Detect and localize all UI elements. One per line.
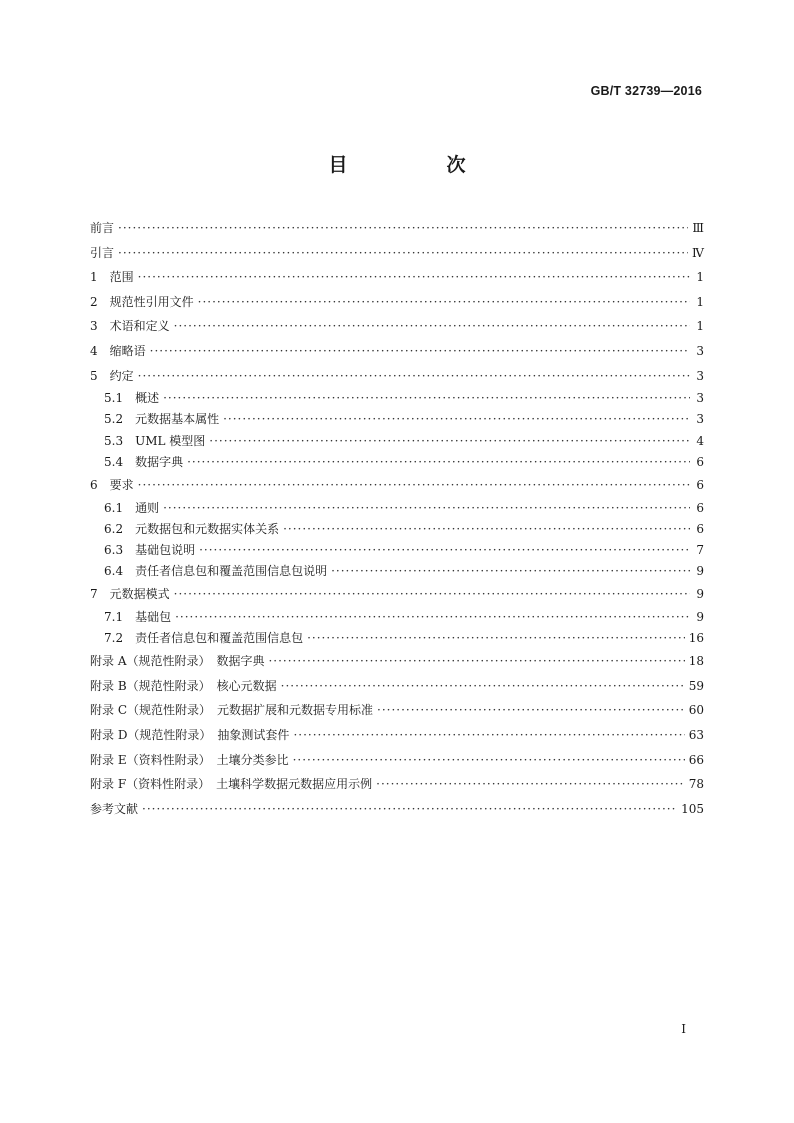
toc-entry-title	[90, 265, 134, 290]
toc-entry-title	[90, 797, 138, 822]
toc-entry[interactable]	[90, 452, 704, 473]
toc-entry[interactable]	[90, 364, 704, 389]
toc-entry-title	[90, 698, 373, 723]
toc-entry-page: 1	[696, 294, 704, 309]
toc-entry[interactable]	[90, 607, 704, 628]
dot-leader	[377, 698, 685, 723]
toc-entry-label: 责任者信息包和覆盖范围信息包	[135, 631, 304, 646]
toc-entry-title	[90, 339, 146, 364]
toc-entry-page: 7	[696, 542, 704, 557]
dot-leader	[174, 314, 690, 339]
toc-entry-page: 18	[688, 654, 704, 669]
toc-entry-label: 附录 C（规范性附录） 元数据扩展和元数据专用标准	[90, 703, 373, 718]
toc-entry-title	[90, 409, 219, 430]
toc-entry-page: 9	[696, 609, 704, 624]
toc-entry[interactable]	[90, 216, 704, 241]
toc-entry-title	[90, 314, 170, 339]
toc-entry-number: 5.1	[104, 391, 124, 406]
dot-leader	[142, 797, 677, 822]
toc-entry[interactable]	[90, 265, 704, 290]
toc-entry[interactable]	[90, 561, 704, 582]
toc-entry-number: 2	[90, 294, 98, 309]
toc-entry-label: 范围	[109, 270, 134, 285]
dot-leader	[283, 519, 690, 540]
toc-entry[interactable]	[90, 290, 704, 315]
dot-leader	[199, 540, 690, 561]
toc-entry[interactable]	[90, 498, 704, 519]
toc-entry-page: 3	[696, 412, 704, 427]
toc-entry-page: Ⅲ	[692, 221, 704, 235]
toc-entry-title	[90, 388, 159, 409]
toc-entry-label: 元数据模式	[109, 587, 170, 602]
toc-entry-title	[90, 519, 279, 540]
page-title: 目 次	[328, 154, 506, 176]
toc-entry-page: 16	[688, 631, 704, 646]
toc-entry[interactable]	[90, 314, 704, 339]
toc-entry[interactable]	[90, 540, 704, 561]
toc-entry-page: 78	[688, 777, 704, 792]
toc-entry-label: UML 模型图	[135, 433, 206, 448]
toc-entry-number: 5.3	[104, 433, 124, 448]
toc-entry-number: 6.4	[104, 564, 124, 579]
toc-entry[interactable]	[90, 674, 704, 699]
toc-entry[interactable]	[90, 409, 704, 430]
toc-entry-label: 附录 B（规范性附录） 核心元数据	[90, 678, 277, 693]
toc-entry-title	[90, 748, 289, 773]
toc-entry-page: 9	[696, 587, 704, 602]
dot-leader	[293, 748, 685, 773]
toc-entry-page: 66	[688, 752, 704, 767]
toc-entry-label: 数据字典	[135, 454, 184, 469]
toc-entry-label: 前言	[90, 221, 115, 235]
toc-entry-number: 1	[90, 270, 98, 285]
dot-leader	[163, 498, 690, 519]
dot-leader	[293, 723, 684, 748]
dot-leader	[223, 409, 690, 430]
toc-entry[interactable]	[90, 388, 704, 409]
toc-entry-title	[90, 431, 205, 452]
toc-entry[interactable]	[90, 628, 704, 649]
toc-entry-number: 7	[90, 587, 98, 602]
toc-entry-label: 通则	[135, 500, 160, 515]
toc-entry-page: 105	[681, 801, 704, 816]
toc-entry-number: 7.2	[104, 631, 124, 646]
dot-leader	[187, 452, 690, 473]
toc-entry-label: 基础包说明	[135, 542, 196, 557]
toc-entry-title	[90, 216, 114, 241]
dot-leader	[331, 561, 690, 582]
dot-leader	[281, 674, 685, 699]
toc-entry-number: 7.1	[104, 609, 124, 624]
toc-entry[interactable]	[90, 241, 704, 266]
toc-entry[interactable]	[90, 698, 704, 723]
toc-entry-label: 附录 D（规范性附录） 抽象测试套件	[90, 728, 290, 742]
dot-leader	[209, 431, 690, 452]
toc-entry-label: 缩略语	[109, 343, 146, 358]
toc-entry-title	[90, 772, 372, 797]
toc-entry[interactable]	[90, 797, 704, 822]
toc-entry-number: 6.2	[104, 521, 124, 536]
toc-entry-label: 参考文献	[90, 801, 139, 816]
toc-entry-page: 3	[696, 343, 704, 358]
toc-entry-page: 4	[696, 433, 704, 448]
toc-entry-title	[90, 290, 194, 315]
toc-entry-page: 3	[696, 368, 704, 383]
toc-entry-label: 附录 A（规范性附录） 数据字典	[90, 654, 265, 669]
toc-entry-page: 9	[696, 564, 704, 579]
toc-entry-title	[90, 540, 195, 561]
toc-entry-label: 附录 E（资料性附录） 土壤分类参比	[90, 752, 289, 767]
toc-entry-page: 59	[688, 678, 704, 693]
dot-leader	[118, 241, 688, 266]
toc-entry-label: 附录 F（资料性附录） 土壤科学数据元数据应用示例	[90, 777, 373, 792]
toc-entry-title	[90, 473, 134, 498]
toc-entry-page: 60	[688, 703, 704, 718]
toc-entry-page: 6	[696, 521, 704, 536]
toc-entry[interactable]	[90, 772, 704, 797]
dot-leader	[138, 265, 690, 290]
toc-entry-page: 3	[696, 391, 704, 406]
toc-entry-page: 6	[696, 477, 704, 492]
dot-leader	[150, 339, 690, 364]
dot-leader	[175, 607, 690, 628]
toc-entry-number: 6.3	[104, 542, 124, 557]
toc-entry-page: 6	[696, 454, 704, 469]
toc-entry-page: 1	[696, 319, 704, 334]
toc-entry-title	[90, 723, 289, 748]
toc-entry-title	[90, 674, 277, 699]
toc-entry[interactable]	[90, 339, 704, 364]
toc-entry-label: 规范性引用文件	[109, 294, 194, 309]
toc-entry-page: 63	[688, 728, 704, 742]
toc-entry-number: 5.4	[104, 454, 124, 469]
toc-entry[interactable]	[90, 519, 704, 540]
toc-entry-label: 元数据包和元数据实体关系	[135, 521, 280, 536]
toc-entry-label: 约定	[109, 368, 134, 383]
toc-entry-number: 5	[90, 368, 98, 383]
toc-entry-page: Ⅳ	[692, 245, 704, 260]
dot-leader	[138, 473, 690, 498]
toc-entry-page: 6	[696, 500, 704, 515]
toc-entry-title	[90, 452, 183, 473]
toc-entry-title	[90, 241, 114, 266]
toc-entry-page: 1	[696, 270, 704, 285]
toc-entry-number: 6	[90, 477, 98, 492]
dot-leader	[268, 649, 684, 674]
toc-entry-title	[90, 649, 264, 674]
toc-entry-title	[90, 582, 170, 607]
dot-leader	[118, 216, 688, 241]
toc-entry[interactable]	[90, 748, 704, 773]
toc-entry-title	[90, 561, 327, 582]
toc-entry-number: 6.1	[104, 500, 124, 515]
toc-entry-title	[90, 498, 159, 519]
toc-entry-number: 5.2	[104, 412, 124, 427]
toc-entry-title	[90, 607, 171, 628]
toc-entry-label: 责任者信息包和覆盖范围信息包说明	[135, 564, 328, 579]
toc-entry[interactable]	[90, 473, 704, 498]
toc-entry-number: 3	[90, 319, 98, 334]
toc-entry-label: 元数据基本属性	[135, 412, 220, 427]
table-of-contents	[90, 216, 704, 821]
dot-leader	[163, 388, 690, 409]
toc-entry-label: 基础包	[135, 609, 172, 624]
toc-entry[interactable]	[90, 582, 704, 607]
toc-entry[interactable]	[90, 431, 704, 452]
toc-entry-number: 4	[90, 343, 98, 358]
toc-entry-label: 概述	[135, 391, 160, 406]
dot-leader	[376, 772, 685, 797]
page-number: Ⅰ	[681, 1022, 686, 1036]
dot-leader	[138, 364, 690, 389]
standard-code: GB/T 32739—2016	[590, 84, 702, 98]
toc-entry-title	[90, 364, 134, 389]
dot-leader	[174, 582, 690, 607]
dot-leader	[198, 290, 690, 315]
toc-entry-title	[90, 628, 303, 649]
dot-leader	[307, 628, 685, 649]
toc-entry[interactable]	[90, 649, 704, 674]
toc-entry[interactable]	[90, 723, 704, 748]
toc-entry-label: 术语和定义	[109, 319, 170, 334]
toc-entry-label: 引言	[90, 245, 115, 260]
toc-entry-label: 要求	[109, 477, 134, 492]
